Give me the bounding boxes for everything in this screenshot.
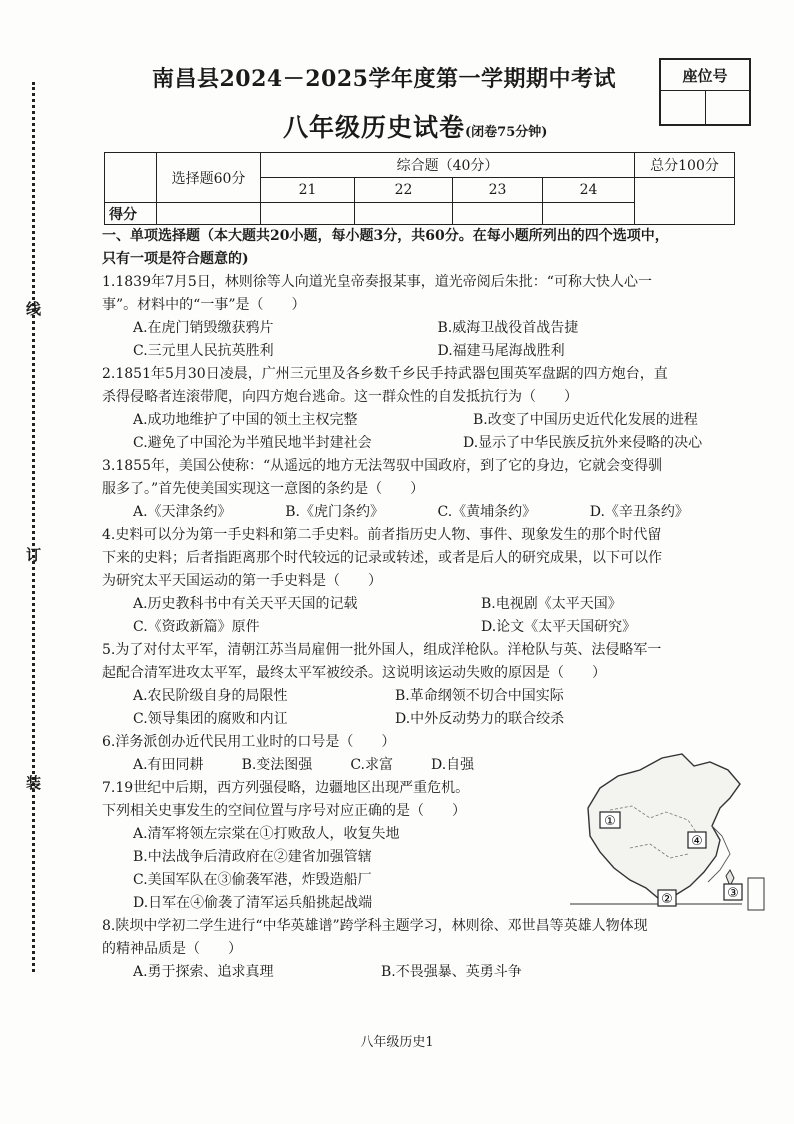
q6-option-a[interactable]: A.有田同耕: [133, 757, 204, 773]
col-24: 24: [543, 178, 635, 203]
q1-option-b[interactable]: B.威海卫战役首战告捷: [437, 320, 579, 336]
binding-dotted-line: [32, 82, 35, 972]
q8-option-b[interactable]: B.不畏强暴、英勇斗争: [381, 964, 522, 980]
question-1-options: [102, 317, 742, 363]
score-cell-24[interactable]: [543, 203, 635, 225]
q5-option-a[interactable]: A.农民阶级自身的局限性: [133, 688, 288, 704]
q3-option-c[interactable]: C.《黄埔条约》: [437, 504, 537, 520]
q1-option-a[interactable]: A.在虎门销毁缴获鸦片: [133, 320, 274, 336]
q1-option-c[interactable]: C.三元里人民抗英胜利: [133, 343, 274, 359]
question-6: 6.洋务派创办近代民用工业时的口号是（ ）: [102, 734, 396, 750]
subtitle-main: 八年级历史试卷: [283, 113, 466, 142]
binding-char-bind: 装: [26, 774, 42, 792]
score-cell-22[interactable]: [355, 203, 453, 225]
seat-number-cell-2[interactable]: [706, 91, 750, 126]
q5-option-c[interactable]: C.领导集团的腐败和内讧: [133, 711, 288, 727]
q4-option-c[interactable]: C.《资政新篇》原件: [133, 619, 260, 635]
q4-option-d[interactable]: D.论文《太平天国研究》: [481, 619, 637, 635]
score-row-label: 得分: [105, 203, 157, 225]
binding-char-staple: 订: [26, 546, 42, 564]
svg-text:①: ①: [604, 814, 616, 829]
svg-text:②: ②: [661, 892, 673, 907]
score-cell-23[interactable]: [453, 203, 543, 225]
q2-option-a[interactable]: A.成功地维护了中国的领土主权完整: [133, 412, 358, 428]
binding-char-line: 线: [26, 300, 42, 318]
q5-option-d[interactable]: D.中外反动势力的联合绞杀: [395, 711, 565, 727]
map-label-1[interactable]: [600, 812, 620, 829]
q4-option-b[interactable]: B.电视剧《太平天国》: [481, 596, 622, 612]
seat-number-box: [659, 58, 751, 126]
q6-option-b[interactable]: B.变法图强: [241, 757, 313, 773]
composite-header: 综合题（40分）: [261, 153, 635, 178]
q7-option-c[interactable]: C.美国军队在③偷袭军港，炸毁造船厂: [133, 872, 372, 888]
q2-option-d[interactable]: D.显示了中华民族反抗外来侵略的决心: [463, 435, 703, 451]
choice-score-cell[interactable]: [157, 203, 261, 225]
question-8-options: [102, 961, 742, 984]
q6-option-c[interactable]: C.求富: [350, 757, 393, 773]
q3-option-d[interactable]: D.《辛丑条约》: [589, 504, 689, 520]
map-label-3[interactable]: [724, 884, 742, 901]
subtitle-note: (闭卷75分钟): [465, 125, 548, 140]
q8-option-a[interactable]: A.勇于探索、追求真理: [133, 964, 274, 980]
question-5-options: [102, 685, 742, 731]
q2-option-b[interactable]: B.改变了中国历史近代化发展的进程: [473, 412, 698, 428]
section-heading: 一、单项选择题（本大题共20小题，每小题3分，共60分。在每小题所列出的四个选项中， 只有一项是符合题意的): [102, 228, 669, 267]
svg-text:③: ③: [727, 886, 739, 901]
score-table-corner: [105, 153, 157, 203]
q7-option-b[interactable]: B.中法战争后清政府在②建省加强管辖: [133, 849, 372, 865]
china-map-illustration: [570, 748, 766, 914]
total-header: 总分100分: [635, 153, 735, 178]
col-23: 23: [453, 178, 543, 203]
score-cell-21[interactable]: [261, 203, 355, 225]
q3-option-a[interactable]: A.《天津条约》: [133, 504, 232, 520]
question-5: 5.为了对付太平军，清朝江苏当局雇佣一批外国人，组成洋枪队。洋枪队与英、法侵略军一 起配合清军进攻太平军，最终太平军被绞杀。这说明该运动失败的原因是（ ）: [102, 642, 662, 681]
col-21: 21: [261, 178, 355, 203]
q4-option-a[interactable]: A.历史教科书中有关天平天国的记载: [133, 596, 358, 612]
svg-text:④: ④: [691, 834, 703, 849]
q7-option-d[interactable]: D.日军在④偷袭了清军运兵船挑起战端: [133, 895, 373, 911]
question-3-options: [102, 501, 742, 524]
exam-subtitle: [283, 108, 547, 144]
question-4-options: [102, 593, 742, 639]
seat-number-label: 座位号: [661, 60, 749, 91]
map-south-sea-frame: [748, 878, 764, 910]
question-1: 1.1839年7月5日，林则徐等人向道光皇帝奏报某事，道光帝阅后朱批：“可称大快人心一 事”。材料中的“一事”是（ ）: [102, 274, 652, 313]
q5-option-b[interactable]: B.革命纲领不切合中国实际: [395, 688, 564, 704]
page-footer: 八年级历史1: [360, 1035, 434, 1050]
map-label-2[interactable]: [658, 890, 676, 907]
question-2-options: [102, 409, 742, 455]
q1-option-d[interactable]: D.福建马尾海战胜利: [437, 343, 565, 359]
q3-option-b[interactable]: B.《虎门条约》: [285, 504, 384, 520]
map-label-4[interactable]: [688, 832, 706, 849]
question-8: 8.陕坝中学初二学生进行“中华英雄谱”跨学科主题学习，林则徐、邓世昌等英雄人物体现 的精神品质是（ ）: [102, 918, 648, 957]
question-4: 4.史料可以分为第一手史料和第二手史料。前者指历史人物、事件、现象发生的那个时代留 下来的史料；后者指距离那个时代较远的记录或转述，或者是后人的研究成果，以下可以作 为研究太平天国运动的第一手史料是（ ）: [102, 527, 662, 589]
exam-title: 南昌县2024－2025学年度第一学期期中考试: [152, 66, 616, 92]
question-2: 2.1851年5月30日凌晨，广州三元里及各乡数千乡民手持武器包围英军盘踞的四方炮台，直 杀得侵略者连滚带爬，向四方炮台逃命。这一群众性的自发抵抗行为（ ）: [102, 366, 668, 405]
question-7: 7.19世纪中后期，西方列强侵略，边疆地区出现严重危机。 下列相关史事发生的空间位置与序号对应正确的是（ ）: [102, 780, 470, 819]
choice-header: 选择题60分: [157, 153, 261, 203]
q6-option-d[interactable]: D.自强: [430, 757, 475, 773]
col-22: 22: [355, 178, 453, 203]
q2-option-c[interactable]: C.避免了中国沦为半殖民地半封建社会: [133, 435, 372, 451]
q7-option-a[interactable]: A.清军将领左宗棠在①打败敌人，收复失地: [133, 826, 400, 842]
total-score-cell[interactable]: [635, 178, 735, 225]
score-table: [104, 152, 735, 225]
question-3: 3.1855年，美国公使称：“从遥远的地方无法驾驭中国政府，到了它的身边，它就会变得驯 服多了。”首先使美国实现这一意图的条约是（ ）: [102, 458, 663, 497]
seat-number-cell-1[interactable]: [661, 91, 706, 126]
